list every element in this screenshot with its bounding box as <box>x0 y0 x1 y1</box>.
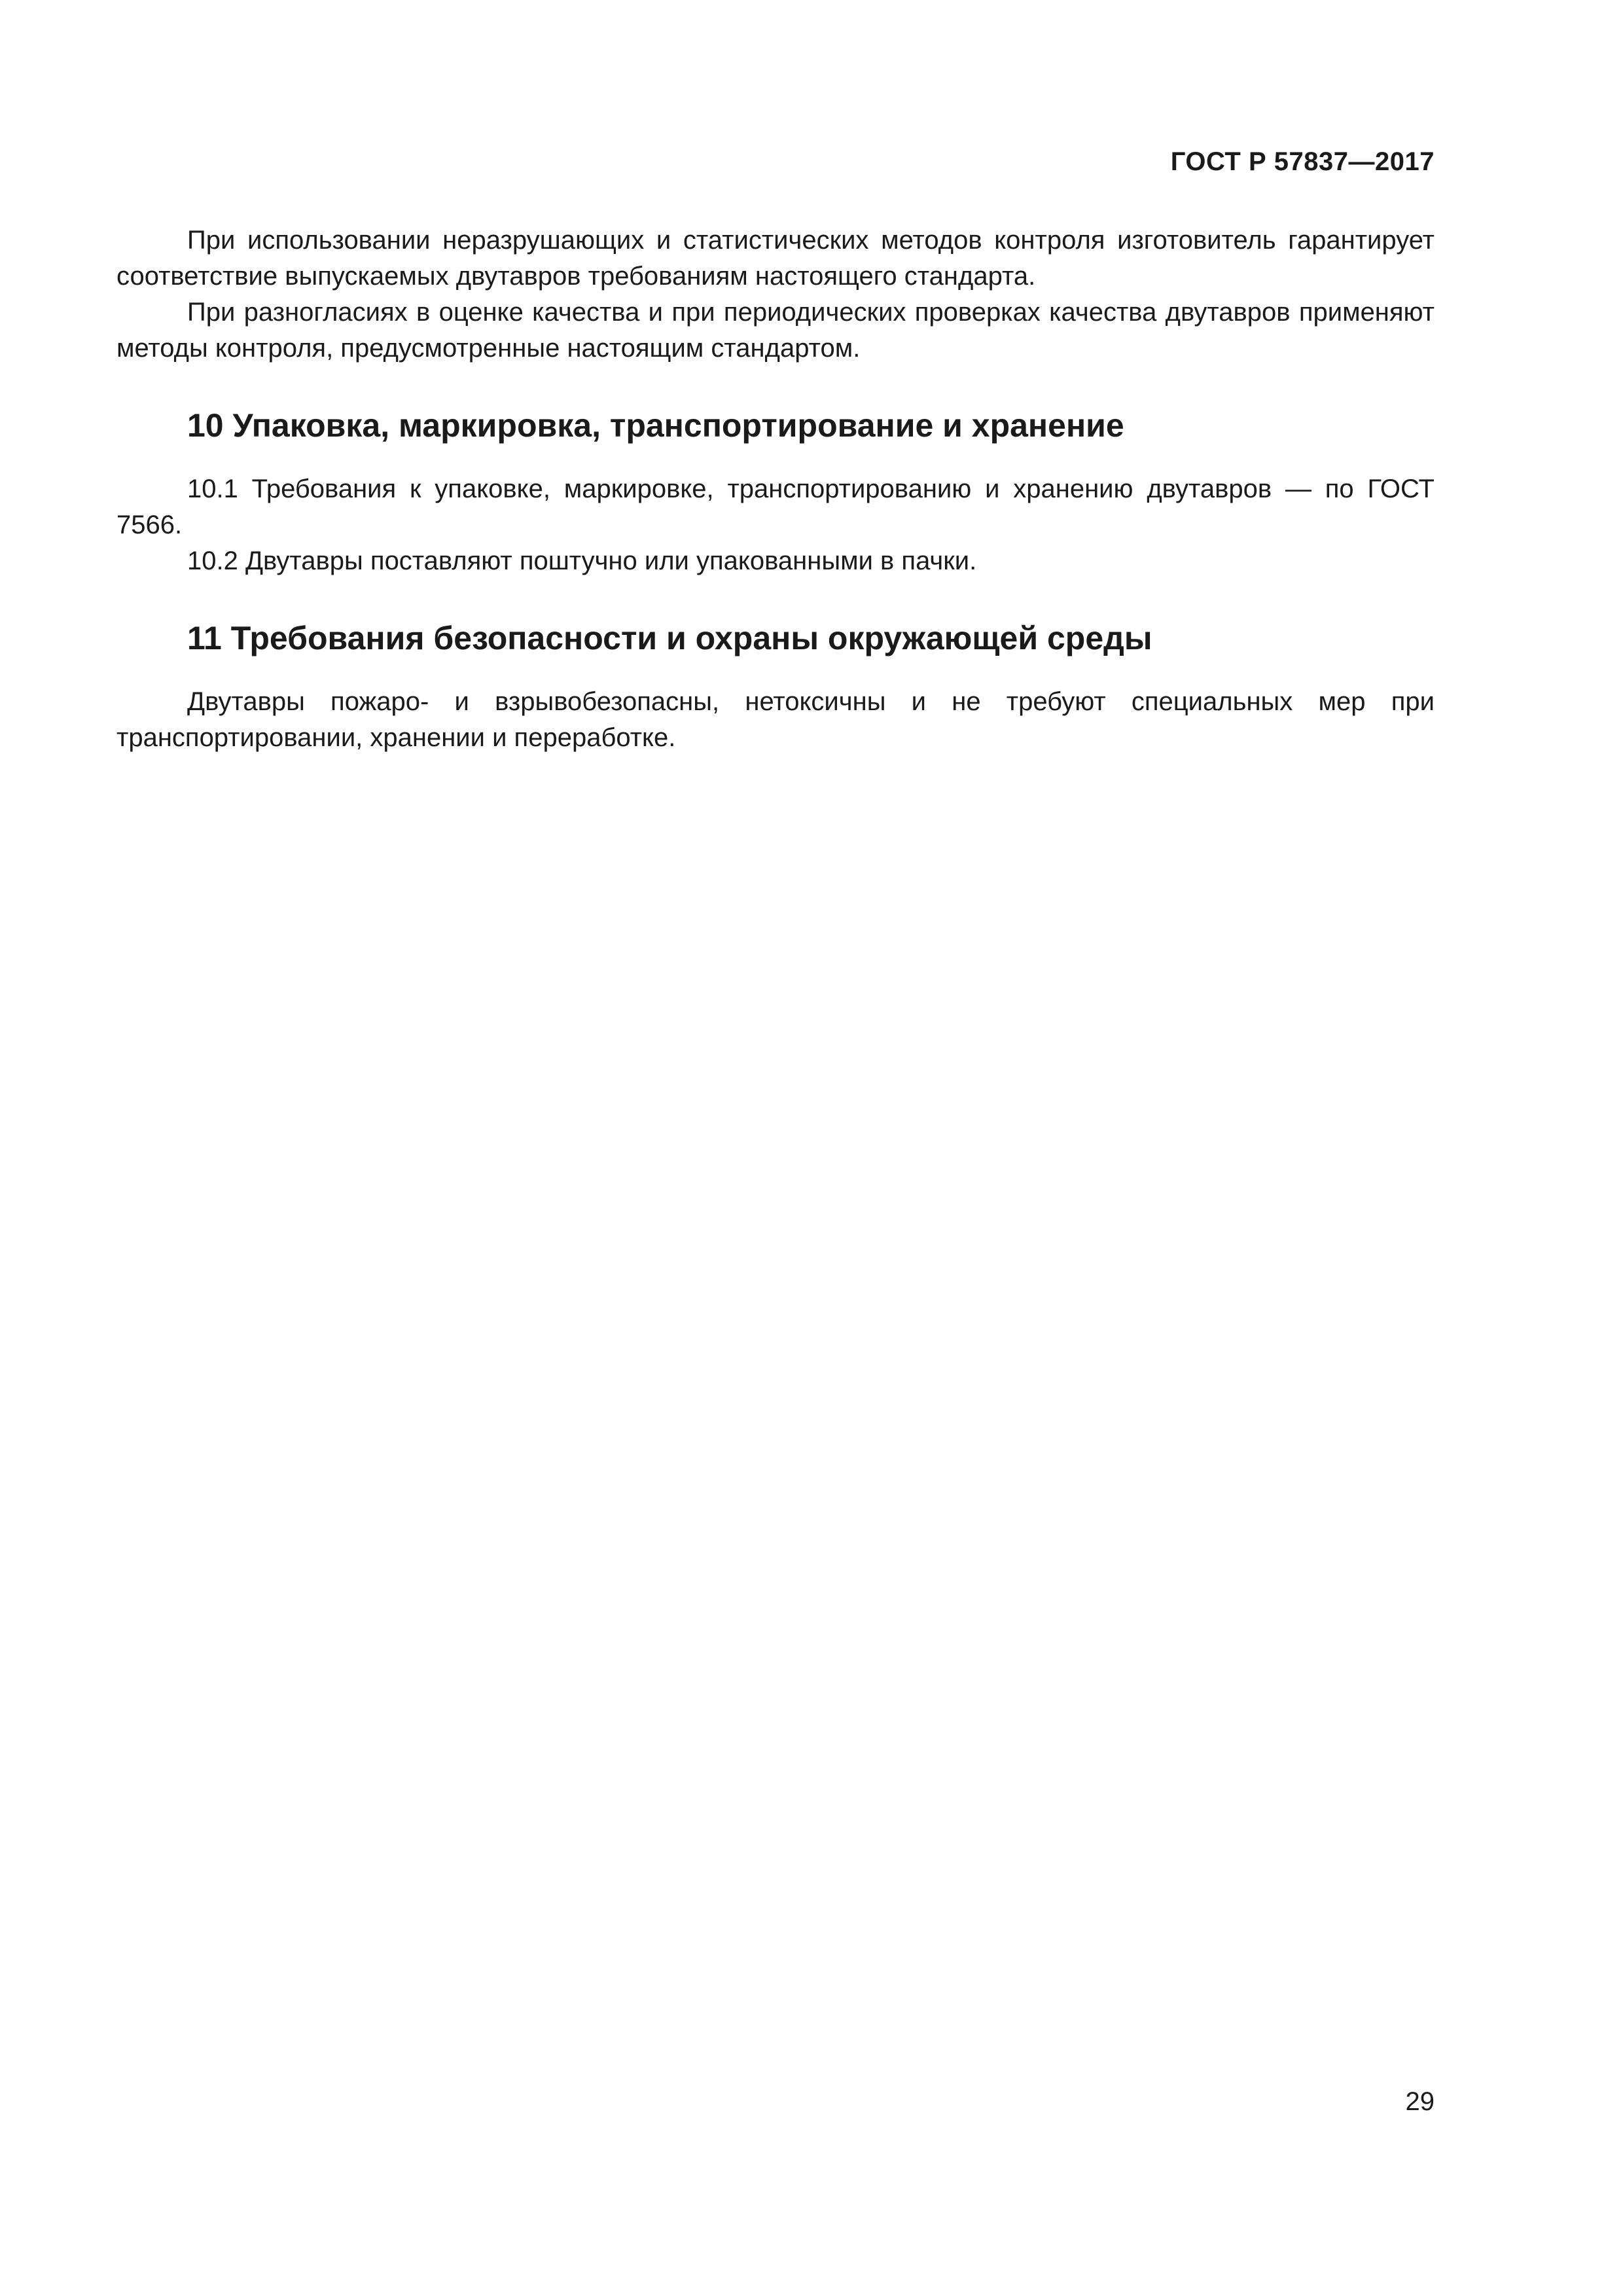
section-11-paragraph-1: Двутавры пожаро- и взрывобезопасны, нетоксичны и не требуют специальных мер при транспортировании, хранении и переработке. <box>116 687 1435 752</box>
intro-paragraph-1: При использовании неразрушающих и статистических методов контроля изготовитель гарантирует соответствие выпускаемых двутавров требованиям настоящего стандарта. <box>116 226 1435 291</box>
page-content <box>116 223 1435 756</box>
section-10-paragraph-1: 10.1 Требования к упаковке, маркировке, транспортированию и хранению двутавров — по ГОСТ 7566. <box>116 475 1435 539</box>
section-11-heading: 11 Требования безопасности и охраны окружающей среды <box>187 620 1152 656</box>
section-10-heading: 10 Упаковка, маркировка, транспортирование и хранение <box>187 407 1124 444</box>
intro-paragraph-2: При разногласиях в оценке качества и при периодических проверках качества двутавров применяют методы контроля, предусмотренные настоящим стандартом. <box>116 298 1435 363</box>
document-id-header: ГОСТ Р 57837—2017 <box>1170 147 1435 176</box>
section-10-paragraph-2: 10.2 Двутавры поставляют поштучно или упакованными в пачки. <box>187 547 977 575</box>
page-number: 29 <box>1405 2087 1435 2116</box>
